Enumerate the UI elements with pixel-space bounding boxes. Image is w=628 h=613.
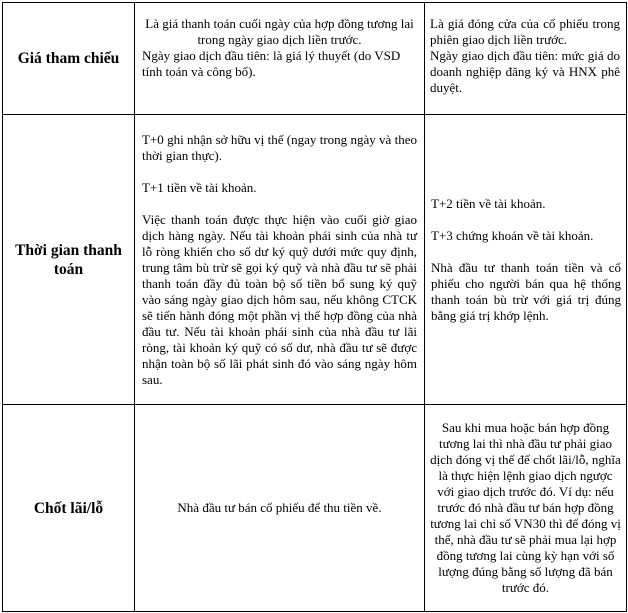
table-row-profit-loss xyxy=(3,405,627,612)
cell-text: Là giá đóng cửa của cổ phiếu trong phiên giao dịch liền trước. xyxy=(430,16,620,47)
reference-price-stock-cell xyxy=(425,3,627,115)
row-header-reference-price: Giá tham chiếu xyxy=(3,3,135,115)
cell-text: Ngày giao dịch đầu tiên: là giá lý thuyết (do VSD tính toán và công bố). xyxy=(142,48,401,79)
profit-loss-futures-cell xyxy=(425,405,627,612)
cell-text: Là giá thanh toán cuối ngày của hợp đồng tương lai trong ngày giao dịch liền trước. xyxy=(145,16,414,47)
settlement-time-stock-cell xyxy=(425,115,627,405)
profit-loss-stock-cell xyxy=(135,405,425,612)
cell-text: T+3 chứng khoán về tài khoản. xyxy=(431,227,594,243)
cell-text: T+0 ghi nhận sở hữu vị thế (ngay trong ngày và theo thời gian thực). xyxy=(142,131,417,163)
table-row-settlement-time xyxy=(3,115,627,405)
cell-text: Nhà đầu tư thanh toán tiền và cổ phiếu cho người bán qua hệ thống thanh toán bù trừ với giá trị đúng bằng giá trị khớp lệnh. xyxy=(431,259,621,323)
cell-text: T+1 tiền về tài khoản. xyxy=(142,179,257,195)
cell-text: Ngày giao dịch đầu tiên: mức giá do doanh nghiệp đăng ký và HNX phê duyệt. xyxy=(430,48,620,95)
cell-text: Việc thanh toán được thực hiện vào cuối giờ giao dịch hàng ngày. Nếu tài khoản phái sinh của nhà tư lỗ ròng khiến cho số dư ký quỹ dưới mức quy định, trung tâm bù trừ sẽ gọi ký quỹ và nhà đầu tư sẽ phải thanh toán đầy đủ toàn bộ số tiền bổ sung ký quỹ vào sáng ngày giao dịch hôm sau, nếu không CTCK sẽ tiến hành đóng một phần vị thế hợp đồng của nhà đầu tư. Nếu tài khoản phái sinh của nhà đầu tư lãi ròng, tài khoản ký quỹ có số dư, nhà đầu tư sẽ được nhận toàn bộ số lãi phát sinh đó vào sáng ngày hôm sau. xyxy=(142,211,417,387)
cell-text: Sau khi mua hoặc bán hợp đồng tương lai thì nhà đầu tư phải giao dịch đóng vị thế để chốt lãi/lỗ, nghĩa là thực hiện lệnh giao dịch ngược với giao dịch trước đó. Ví dụ: nếu trước đó nhà đầu tư bán hợp đồng tương lai chỉ số VN30 thì để đóng vị thế, nhà đầu tư sẽ phải mua lại hợp đồng tương lai cùng kỳ hạn với số lượng đúng bằng số lượng đã bán trước đó. xyxy=(430,420,621,595)
settlement-time-futures-cell xyxy=(135,115,425,405)
table-row-reference-price xyxy=(3,3,627,115)
cell-text: Nhà đầu tư bán cổ phiếu để thu tiền về. xyxy=(177,500,382,515)
row-header-settlement-time: Thời gian thanh toán xyxy=(3,115,135,405)
row-header-profit-loss: Chốt lãi/lỗ xyxy=(3,405,135,612)
cell-text: T+2 tiền về tài khoản. xyxy=(431,195,546,211)
reference-price-futures-cell xyxy=(135,3,425,115)
comparison-table xyxy=(2,2,627,612)
